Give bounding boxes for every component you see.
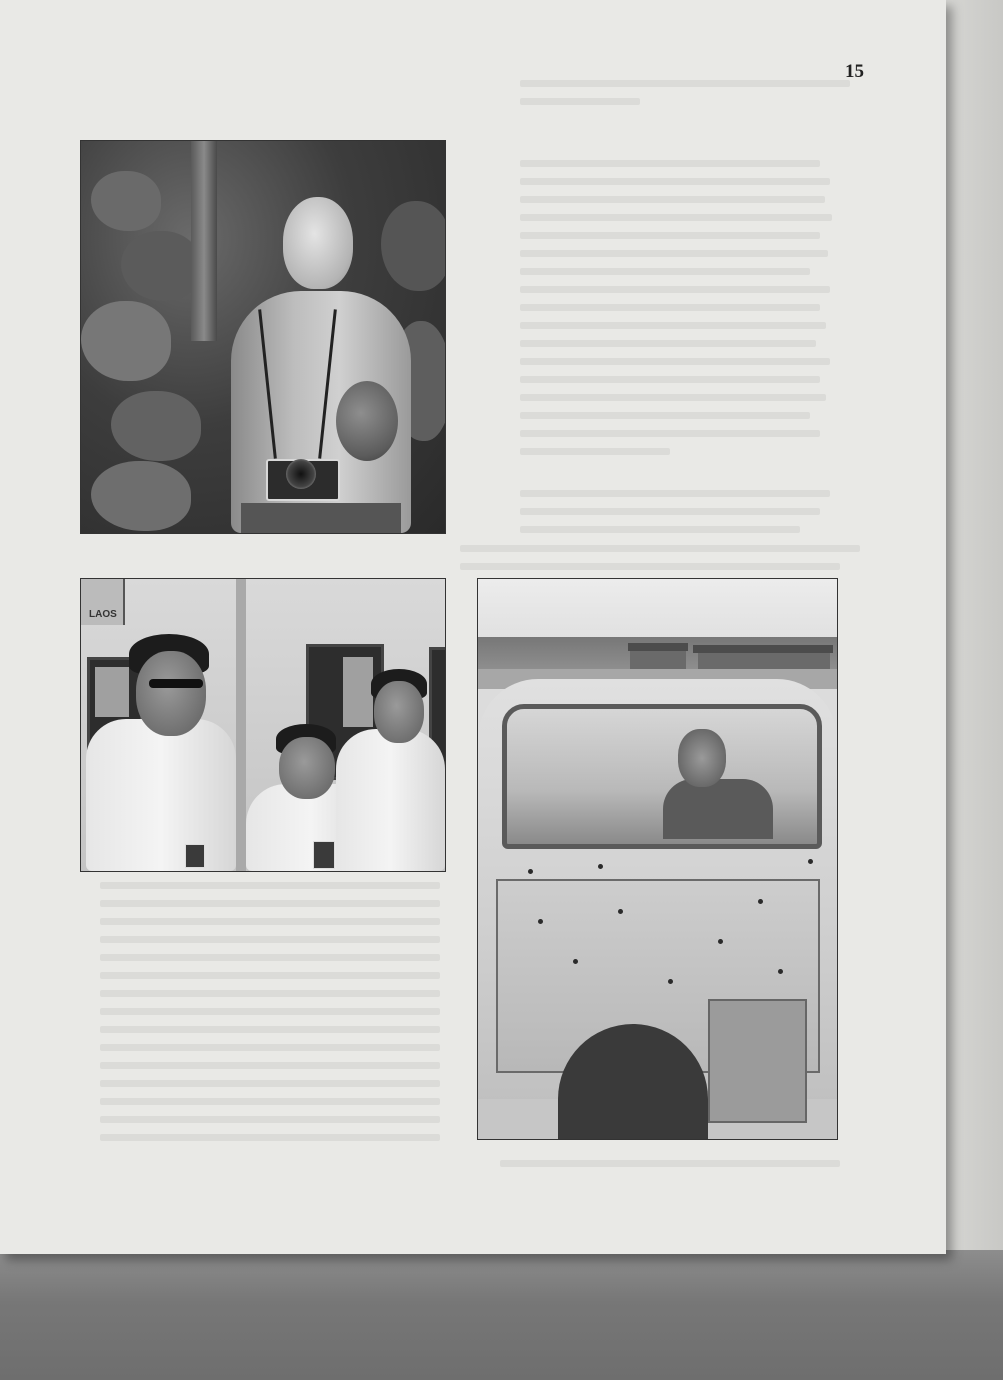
- sunglasses: [149, 679, 203, 688]
- house-roof: [693, 645, 833, 653]
- car-compartment: [708, 999, 807, 1123]
- leaf: [121, 231, 201, 301]
- bullet-hole: [668, 979, 673, 984]
- bullet-hole: [618, 909, 623, 914]
- person-head: [678, 729, 726, 787]
- bullet-hole: [778, 969, 783, 974]
- bullet-hole: [573, 959, 578, 964]
- shorts: [241, 503, 401, 533]
- leaf: [91, 171, 161, 231]
- poster: [95, 667, 129, 717]
- leaf: [111, 391, 201, 461]
- cup: [313, 841, 335, 869]
- laos-sign: [81, 579, 125, 625]
- camera-lens: [286, 459, 316, 489]
- man-center-face: [279, 737, 335, 799]
- bullet-hole: [538, 919, 543, 924]
- sign-text: LAOS: [89, 609, 117, 620]
- photo-three-men: [80, 578, 446, 872]
- bullet-hole: [808, 859, 813, 864]
- page-number: 15: [845, 61, 864, 82]
- gourd: [336, 381, 398, 461]
- leaf: [81, 301, 171, 381]
- photo-man-in-car: [477, 578, 838, 1140]
- house: [630, 651, 686, 669]
- cup: [185, 844, 205, 868]
- page-edge: [946, 0, 1003, 1250]
- car-rear-window: [502, 704, 822, 849]
- bullet-hole: [528, 869, 533, 874]
- pillar: [236, 579, 246, 871]
- house-roof: [628, 643, 688, 651]
- man-right-shirt: [336, 729, 445, 871]
- man-right-face: [374, 681, 424, 743]
- person-body: [663, 779, 773, 839]
- person-head: [283, 197, 353, 289]
- photo-man-with-gourd: [80, 140, 446, 534]
- bullet-hole: [758, 899, 763, 904]
- bullet-hole: [598, 864, 603, 869]
- tree-trunk: [191, 141, 217, 341]
- leaf: [381, 201, 446, 291]
- bullet-hole: [718, 939, 723, 944]
- leaf: [91, 461, 191, 531]
- background-surface: [0, 1250, 1003, 1380]
- poster: [343, 657, 373, 727]
- man-left-face: [136, 651, 206, 736]
- man-left-shirt: [86, 719, 236, 871]
